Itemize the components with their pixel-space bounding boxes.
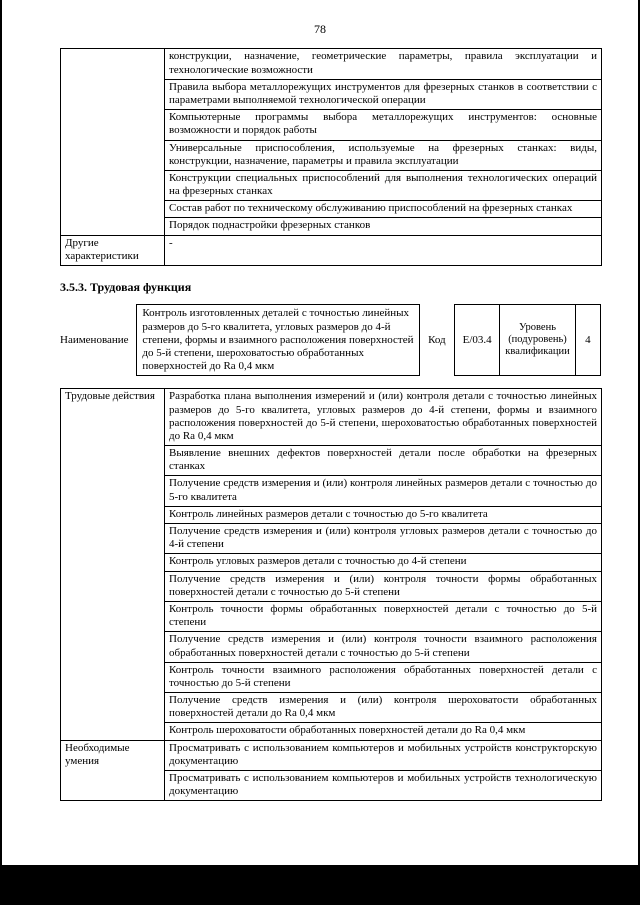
skill-row: Просматривать с использованием компьютеров и мобильных устройств технологическую документацию — [165, 771, 602, 801]
knowledge-label-cell — [61, 49, 165, 235]
function-code-label: Код — [428, 333, 446, 346]
knowledge-row: конструкции, назначение, геометрические параметры, правила эксплуатации и технологические возможности — [165, 49, 602, 79]
action-row: Получение средств измерения и (или) контроля точности формы обработанных поверхностей детали с точностью до 5-й степени — [165, 571, 602, 601]
qualification-level-label: Уровень (подуровень) квалификации — [500, 304, 575, 376]
knowledge-row: Компьютерные программы выбора металлорежущих инструментов: основные возможности и порядок работы — [165, 110, 602, 140]
action-row: Контроль точности формы обработанных поверхностей детали с точностью до 5-й степени — [165, 601, 602, 631]
action-row: Контроль шероховатости обработанных поверхностей детали до Ra 0,4 мкм — [165, 723, 602, 740]
page-bottom-edge — [0, 865, 640, 905]
skills-label-cell: Необходимые умения — [61, 740, 165, 801]
table-row — [61, 235, 602, 265]
knowledge-row: Конструкции специальных приспособлений для выполнения технологических операций на фрезерных станках — [165, 170, 602, 200]
function-name-text: Контроль изготовленных деталей с точностью линейных размеров до 5-го квалитета, угловых размеров до 4-й степени, формы и взаимного расположения поверхностей до 5-й степени, шероховатостью обработанных поверхностей до Ra 0,4 мкм — [136, 304, 419, 376]
action-row: Разработка плана выполнения измерений и (или) контроля детали с точностью линейных размеров до 5-го квалитета, угловых размеров до 4-й степени, формы и взаимного расположения поверхностей до 5-й степени, шероховатостью обработанных поверхностей до Ra 0,4 мкм — [165, 389, 602, 446]
action-row: Получение средств измерения и (или) контроля шероховатости обработанных поверхностей детали до Ra 0,4 мкм — [165, 693, 602, 723]
function-code-value: Е/03.4 — [454, 304, 500, 376]
page-content — [60, 48, 601, 801]
knowledge-row: Правила выбора металлорежущих инструментов для фрезерных станков в соответствии с параметрами выполняемой технологической операции — [165, 79, 602, 109]
actions-label-cell: Трудовые действия — [61, 389, 165, 740]
action-row: Выявление внешних дефектов поверхностей детали после обработки на фрезерных станках — [165, 446, 602, 476]
section-heading: 3.5.3. Трудовая функция — [60, 280, 192, 295]
knowledge-row: Универсальные приспособления, используемые на фрезерных станках: виды, конструкции, назначение, параметры и правила эксплуатации — [165, 140, 602, 170]
other-characteristics-label: Другие характеристики — [61, 235, 165, 265]
action-row: Получение средств измерения и (или) контроля точности взаимного расположения обработанных поверхностей детали с точностью до 5-й степени — [165, 632, 602, 662]
knowledge-row: Порядок поднастройки фрезерных станков — [165, 218, 602, 235]
other-characteristics-value: - — [165, 235, 602, 265]
table-row — [61, 740, 602, 770]
action-row: Контроль линейных размеров детали с точностью до 5-го квалитета — [165, 506, 602, 523]
function-name-label: Наименование — [60, 333, 129, 346]
function-header — [60, 304, 601, 376]
page-number: 78 — [314, 22, 326, 36]
knowledge-row: Состав работ по техническому обслуживанию приспособлений на фрезерных станках — [165, 201, 602, 218]
table-row — [61, 389, 602, 446]
knowledge-table — [60, 48, 602, 266]
qualification-level-value: 4 — [576, 304, 601, 376]
table-row — [61, 49, 602, 79]
action-row: Контроль точности взаимного расположения обработанных поверхностей детали с точностью до 5-й степени — [165, 662, 602, 692]
skill-row: Просматривать с использованием компьютеров и мобильных устройств конструкторскую документацию — [165, 740, 602, 770]
function-table — [60, 388, 602, 801]
action-row: Получение средств измерения и (или) контроля линейных размеров детали с точностью до 5-го квалитета — [165, 476, 602, 506]
action-row: Получение средств измерения и (или) контроля угловых размеров детали с точностью до 4-й степени — [165, 524, 602, 554]
action-row: Контроль угловых размеров детали с точностью до 4-й степени — [165, 554, 602, 571]
